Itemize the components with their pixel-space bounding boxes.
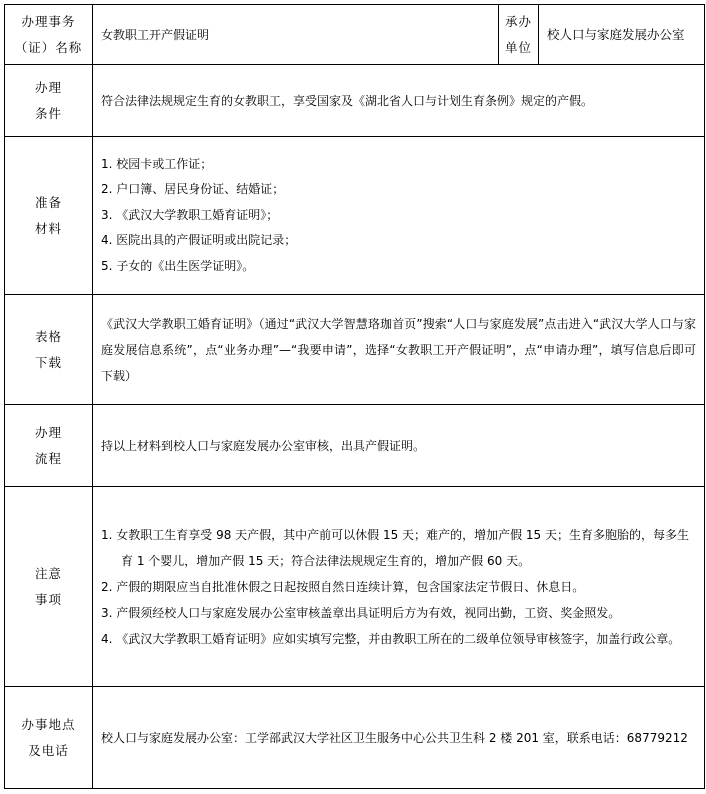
notes-content — [93, 487, 705, 687]
name-label-line1: 办理事务 — [21, 13, 76, 29]
location-label-cell — [5, 687, 93, 789]
location-label-line1: 办事地点 — [21, 716, 76, 732]
process-label-line1: 办理 — [34, 424, 62, 440]
download-row — [5, 295, 705, 405]
download-text: 《武汉大学教职工婚育证明》（通过“武汉大学智慧珞珈首页”搜索“人口与家庭发展”点击进入“武汉大学人口与家庭发展信息系统”，点“业务办理”—“我要申请”，选择“女教职工开产假证明”，点“申请办理”，填写信息后即可下载） — [93, 295, 705, 405]
list-item: 2. 户口簿、居民身份证、结婚证； — [101, 182, 285, 197]
dept-value: 校人口与家庭发展办公室 — [539, 5, 705, 65]
dept-label-line2: 单位 — [504, 39, 532, 55]
download-label-cell — [5, 295, 93, 405]
service-guide-table — [4, 4, 705, 789]
conditions-label-line1: 办理 — [34, 79, 62, 95]
conditions-label-line2: 条件 — [34, 105, 62, 121]
name-label-line2: （证）名称 — [14, 39, 83, 55]
conditions-label-cell — [5, 65, 93, 137]
name-value: 女教职工开产假证明 — [93, 5, 499, 65]
location-text: 校人口与家庭发展办公室：工学部武汉大学社区卫生服务中心公共卫生科 2 楼 201 室，联系电话：68779212 — [93, 687, 705, 789]
header-row — [5, 5, 705, 65]
download-label-line1: 表格 — [34, 328, 62, 344]
location-row — [5, 687, 705, 789]
notes-label-line1: 注意 — [34, 565, 62, 581]
notes-label-cell — [5, 487, 93, 687]
process-text: 持以上材料到校人口与家庭发展办公室审核，出具产假证明。 — [93, 405, 705, 487]
list-item: 1. 女教职工生育享受 98 天产假，其中产前可以休假 15 天；难产的，增加产假 15 天；生育多胞胎的，每多生育 1 个婴儿，增加产假 15 天；符合法律法规规定生育的，增加产假 60 天。 — [101, 527, 689, 568]
process-label-cell — [5, 405, 93, 487]
materials-row — [5, 137, 705, 295]
name-label-cell — [5, 5, 93, 65]
process-row — [5, 405, 705, 487]
materials-content — [93, 137, 705, 295]
list-item: 5. 子女的《出生医学证明》。 — [101, 258, 255, 273]
materials-label-line1: 准备 — [34, 194, 62, 210]
location-label-line2: 及电话 — [28, 742, 69, 758]
materials-list — [101, 152, 696, 280]
list-item: 3. 《武汉大学教职工婚育证明》； — [101, 207, 279, 222]
notes-label-line2: 事项 — [34, 591, 62, 607]
conditions-text: 符合法律法规规定生育的女教职工，享受国家及《湖北省人口与计划生育条例》规定的产假。 — [93, 65, 705, 137]
notes-list — [101, 522, 696, 652]
conditions-row — [5, 65, 705, 137]
download-label-line2: 下载 — [34, 354, 62, 370]
materials-label-cell — [5, 137, 93, 295]
list-item: 1. 校园卡或工作证； — [101, 156, 213, 171]
list-item: 3. 产假须经校人口与家庭发展办公室审核盖章出具证明后方为有效，视同出勤，工资、奖金照发。 — [101, 605, 621, 620]
list-item: 2. 产假的期限应当自批准休假之日起按照自然日连续计算，包含国家法定节假日、休息日。 — [101, 579, 585, 594]
dept-label-line1: 承办 — [504, 13, 532, 29]
materials-label-line2: 材料 — [34, 220, 62, 236]
notes-row — [5, 487, 705, 687]
list-item: 4. 医院出具的产假证明或出院记录； — [101, 233, 297, 248]
list-item: 4. 《武汉大学教职工婚育证明》应如实填写完整，并由教职工所在的二级单位领导审核签字，加盖行政公章。 — [101, 631, 681, 646]
process-label-line2: 流程 — [34, 450, 62, 466]
dept-label-cell — [499, 5, 539, 65]
